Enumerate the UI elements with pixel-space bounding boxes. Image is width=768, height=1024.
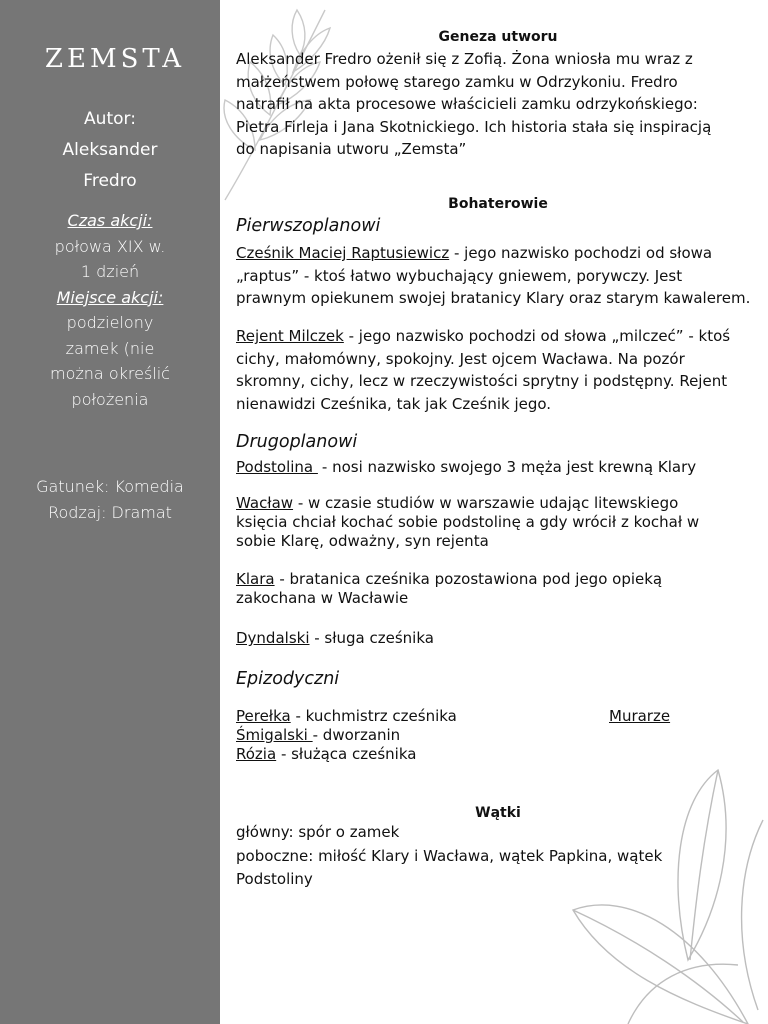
character-name: Wacław — [236, 494, 294, 512]
character-desc: skromny, cichy, lecz w rzeczywistości sprytny i podstępny. Rejent — [236, 372, 728, 390]
time-place-block — [0, 208, 220, 412]
character-name: Perełka — [236, 707, 291, 725]
character-dyndalski — [236, 627, 434, 650]
character-rejent — [236, 325, 760, 415]
character-podstolina — [236, 456, 696, 479]
threads-main: główny: spór o zamek — [236, 823, 400, 841]
sidebar-title: ZEMSTA — [44, 44, 186, 74]
character-desc: - nosi nazwisko swojego 3 męża jest krewną Klary — [321, 458, 697, 476]
episodic-characters-heading: Epizodyczni — [236, 669, 340, 689]
secondary-characters-heading: Drugoplanowi — [236, 432, 358, 452]
character-name: Dyndalski — [236, 629, 310, 647]
threads-heading: Wątki — [475, 805, 521, 821]
genesis-line: Pietra Firleja i Jana Skotnickiego. Ich historia stała się inspiracją — [236, 117, 712, 136]
character-desc: - kuchmistrz cześnika — [290, 707, 457, 725]
threads-side — [236, 845, 760, 890]
character-waclaw — [236, 494, 760, 551]
main-characters-heading: Pierwszoplanowi — [236, 216, 381, 236]
kind-text: Rodzaj: Dramat — [48, 502, 172, 522]
place-value-line: zamek (nie — [65, 338, 155, 358]
character-desc: zakochana w Wacławie — [236, 589, 409, 607]
episodic-list — [236, 707, 760, 764]
time-value-duration: 1 dzień — [80, 262, 140, 281]
character-desc: - dworzanin — [312, 726, 401, 744]
genesis-paragraph — [236, 48, 711, 161]
character-desc: „raptus” - ktoś łatwo wybuchający gniewem, porywczy. Jest — [236, 266, 683, 285]
threads-side-line: Podstoliny — [236, 869, 313, 888]
threads-side-line: poboczne: miłość Klary i Wacława, wątek Papkina, wątek — [236, 847, 663, 865]
genesis-line: do napisania utworu „Zemsta” — [236, 140, 467, 158]
character-desc: prawnym opiekunem swojej bratanicy Klary oraz starym kawalerem. — [236, 289, 751, 307]
character-name: Murarze — [609, 707, 671, 725]
author-label: Autor: — [84, 109, 136, 129]
character-name: Podstolina — [236, 458, 318, 476]
place-label: Miejsce akcji: — [56, 287, 164, 307]
character-desc: - sługa cześnika — [309, 629, 434, 647]
character-name: Cześnik Maciej Raptusiewicz — [236, 244, 450, 262]
character-desc: cichy, małomówny, spokojny. Jest ojcem Wacława. Na pozór — [236, 349, 685, 368]
place-value-line: można określić — [50, 364, 170, 383]
sidebar — [0, 0, 220, 1024]
time-label: Czas akcji: — [67, 211, 153, 230]
place-value-line: położenia — [71, 389, 149, 409]
place-value-line: podzielony — [66, 313, 154, 332]
character-name: Rózia — [236, 745, 277, 763]
character-desc: - jego nazwisko pochodzi od słowa — [449, 244, 713, 262]
character-desc: księcia chciał kochać sobie podstolinę a gdy wrócił z kochał w — [236, 513, 700, 531]
character-name: Rejent Milczek — [236, 327, 344, 345]
author-block — [0, 104, 220, 197]
author-last-name: Fredro — [83, 171, 137, 191]
character-desc: nienawidzi Cześnika, tak jak Cześnik jego. — [236, 394, 552, 413]
character-desc: - jego nazwisko pochodzi od słowa „milczeć” - ktoś — [343, 327, 731, 345]
character-desc: sobie Klarę, odważny, syn rejenta — [236, 532, 489, 550]
genesis-line: małżeństwem połowę starego zamku w Odrzykoniu. Fredro — [236, 72, 678, 91]
character-name: Klara — [236, 570, 275, 588]
character-desc: - bratanica cześnika pozostawiona pod jego opieką — [274, 570, 663, 588]
genesis-heading: Geneza utworu — [438, 29, 558, 45]
character-klara — [236, 570, 662, 608]
author-first-name: Aleksander — [62, 140, 158, 160]
genre-text: Gatunek: Komedia — [36, 477, 184, 496]
time-value-century: połowa XIX w. — [54, 236, 166, 256]
leaf-decoration-bottom — [568, 760, 768, 1024]
genesis-line: Aleksander Fredro ożenił się z Zofią. Żona wniosła mu wraz z — [236, 50, 693, 68]
genesis-line: natrafił na akta procesowe właścicieli zamku odrzykońskiego: — [236, 95, 698, 113]
character-name: Śmigalski — [236, 726, 313, 744]
genre-block — [0, 474, 220, 525]
character-desc: - służąca cześnika — [276, 745, 417, 763]
character-czesnik — [236, 242, 760, 310]
character-desc: - w czasie studiów w warszawie udając litewskiego — [293, 494, 679, 512]
characters-heading: Bohaterowie — [448, 196, 548, 212]
